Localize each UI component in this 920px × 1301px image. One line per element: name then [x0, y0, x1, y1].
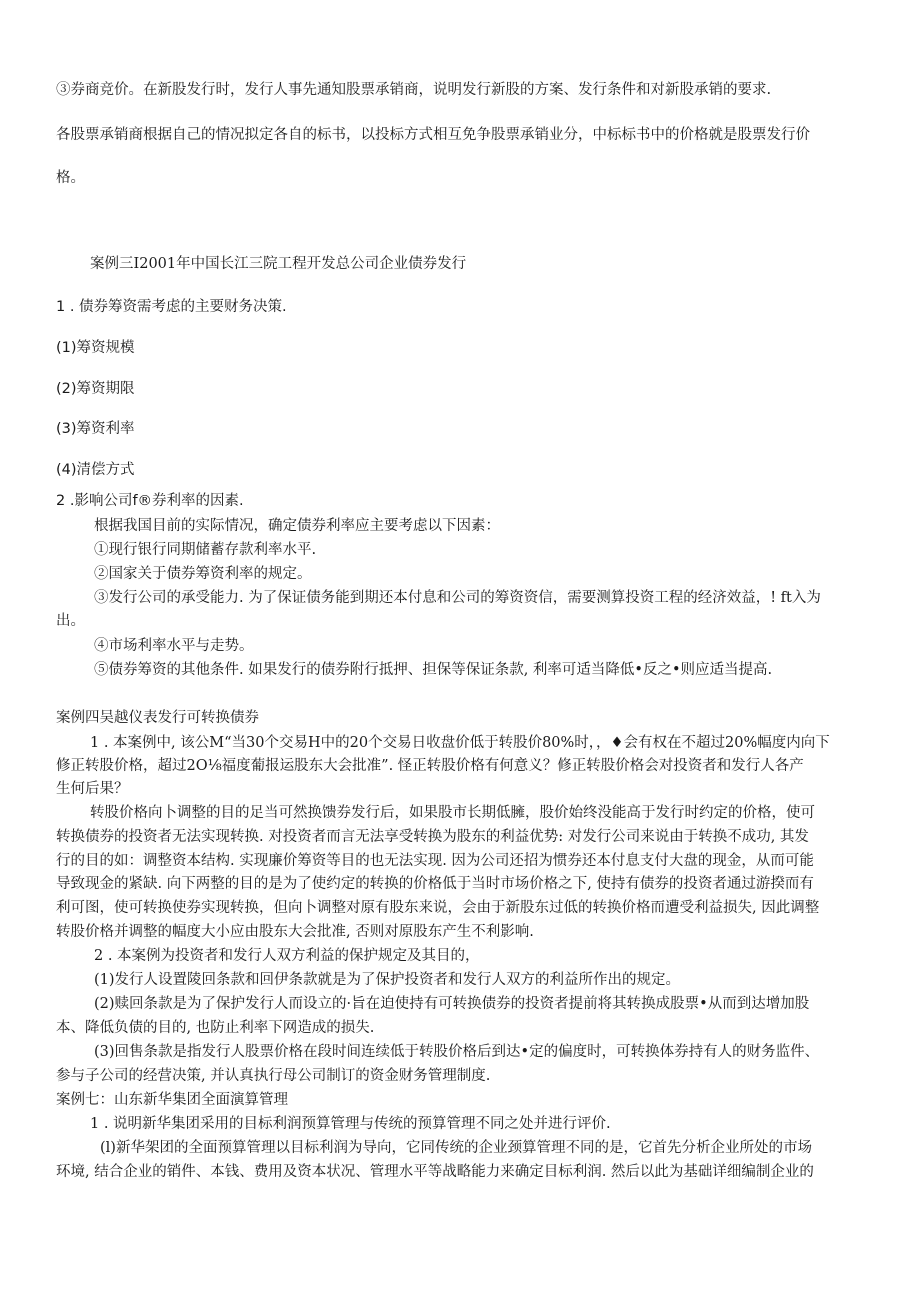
paragraph-line: 转股价格并调整的幅度大小应由股东大会批准, 否则对原股东产生不利影响.: [56, 924, 534, 940]
paragraph-line: 环境, 结合企业的销件、本钱、费用及资本状况、管理水平等战略能力来确定目标利润. 然后以此为基础详细编制企业的: [56, 1164, 814, 1180]
paragraph-line: 各股票承销商根据自己的情况拟定各自的标书，以投标方式相互免争股票承销业分，中标标书中的价格就是股票发行价: [56, 127, 810, 143]
paragraph-line: 本、降低负债的目的, 也防止利率下网造成的损失.: [56, 1020, 375, 1036]
list-item: ④市场利率水平与走势。: [94, 638, 254, 654]
case-heading: 案例四吴越仪表发行可转换债券: [56, 710, 259, 726]
list-item: (2)筹资期限: [56, 381, 135, 397]
paragraph-line: 格。: [56, 170, 85, 186]
list-item: ⑤债券筹资的其他条件. 如果发行的债券附行抵押、担保等保证条款, 利率可适当降低•反之•则应适当提高.: [94, 662, 773, 678]
paragraph-line: (l)新华架团的全面预算管理以目标利润为导向，它同传统的企业颈算管理不同的是，它首先分析企业所处的市场: [100, 1140, 812, 1156]
paragraph-line: 修正转股价格，超过2O⅛福度葡报运股东大会批准”. 怪正转股价格有何意义？修正转股价格会对投资者和发行人各产: [56, 758, 804, 774]
paragraph-line: 导致现金的紧缺. 向下两整的目的是为了使约定的转换的价格低于当时市场价格之下, 使持有债券的投资者通过游揆而有: [56, 876, 814, 892]
list-item: (4)清偿方式: [56, 462, 135, 478]
list-item: ①现行银行同期储蓄存款利率水平.: [94, 542, 317, 558]
paragraph-line: 生何后果？: [56, 781, 129, 797]
question-heading: 1 . 说明新华集团采用的目标利润预算管理与传统的预算管理不同之处并进行评价.: [90, 1116, 611, 1132]
paragraph-line: 出。: [56, 613, 85, 629]
list-item: (2)赎回条款是为了保护发行人而设立的·旨在迫使持有可转换债券的投资者提前将其转换成股票•从而到达增加股: [94, 996, 810, 1012]
case-heading: 案例七：山东新华集团全面演算管理: [56, 1092, 288, 1108]
case-heading: 案例三I2001年中国长江三院工程开发总公司企业债券发行: [90, 256, 467, 272]
list-item: (3)筹资利率: [56, 421, 135, 437]
question-heading: 1 . 债券筹资需考虑的主要财务决策.: [56, 299, 287, 315]
paragraph-line: 根据我国目前的实际情况，确定债券利率应主要考虑以下因素：: [94, 518, 500, 534]
question-heading: 2 . 本案例为投资者和发行人双方利益的保护规定及其目的，: [94, 948, 480, 964]
paragraph-line: 参与子公司的经营决策, 并认真执行母公司制订的资金财务管理制度.: [56, 1068, 491, 1084]
paragraph-line: 转股价格向卜调整的目的足当可然换馈券发行后，如果股市长期低臃，股价始终没能高于发行时约定的价格，使可: [90, 805, 815, 821]
paragraph-line: 行的目的如：调整资本结构. 实现廉价筹资等目的也无法实现. 因为公司还招为惯券还本付息支付大盘的现金，从而可能: [56, 853, 814, 869]
question-heading: 1 . 本案例中, 该公M“当30个交易H中的20个交易日收盘价低于转股价80%时，，♦会有权在不超过20%幅度内向下: [90, 735, 830, 751]
list-item: ②国家关于债券筹资利率的规定。: [94, 566, 312, 582]
list-item: (1)筹资规模: [56, 340, 135, 356]
list-item: (3)回售条款是指发行人股票价格在段时间连续低于转股价格后到达•定的偏度时，可转换体券持有人的财务监件、: [94, 1044, 820, 1060]
list-item: ③发行公司的承受能力. 为了保证债务能到期还本付息和公司的筹资资信，需要测算投资工程的经济效益，! ft入为: [94, 590, 821, 606]
question-heading: 2 .影响公司f®券利率的因素.: [56, 493, 244, 509]
paragraph-line: ③券商竞价。在新股发行时，发行人事先通知股票承销商，说明发行新股的方案、发行条件和对新股承销的要求.: [56, 82, 772, 98]
list-item: (1)发行人设置陵回条款和回伊条款就是为了保护投资者和发行人双方的利益所作出的规定。: [94, 972, 681, 988]
paragraph-line: 利可图，使可转换使券实现转换，但向卜调整对原有股东来说，会由于新股东过低的转换价格而遭受利益损失, 因此调整: [56, 900, 820, 916]
paragraph-line: 转换债券的投资者无法实现转换. 对投资者而言无法享受转换为股东的利益优势: 对发行公司来说由于转换不成功, 其发: [56, 829, 809, 845]
